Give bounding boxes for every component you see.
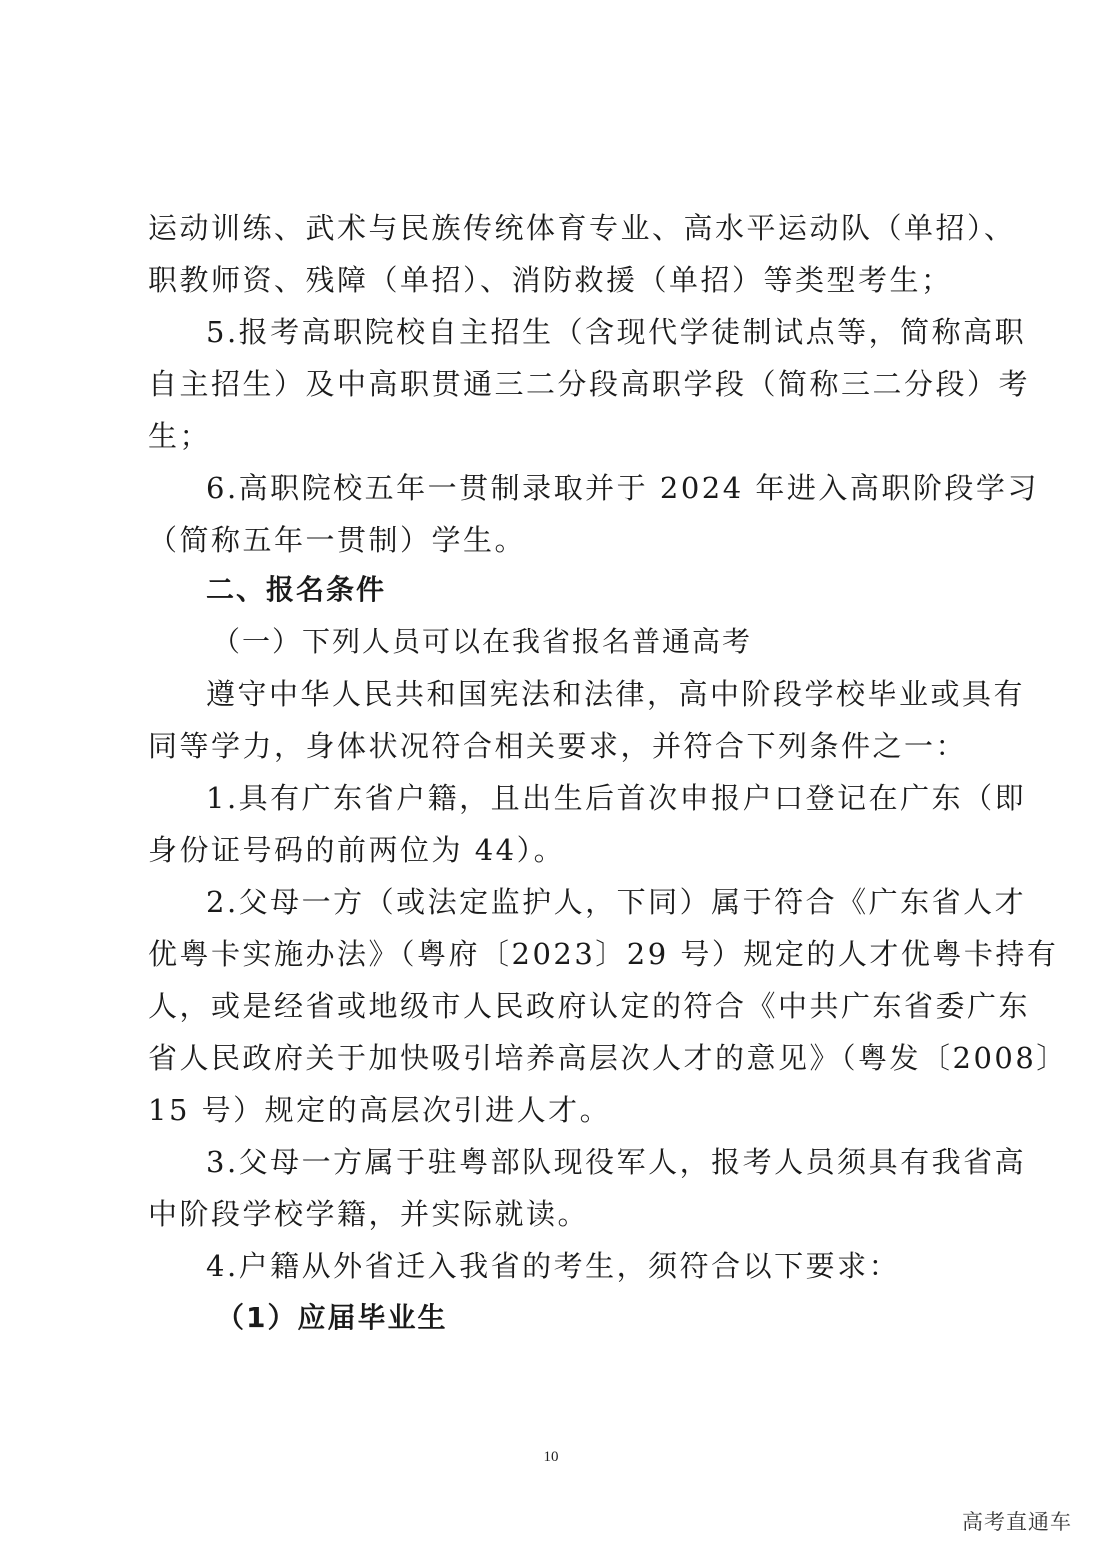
list-item-4-line: 4.户籍从外省迁入我省的考生，须符合以下要求： [206, 1249, 901, 1283]
body-text-line: 省人民政府关于加快吸引培养高层次人才的意见》（粤发〔2008〕 [148, 1041, 1068, 1075]
section-heading: 二、报名条件 [206, 573, 387, 606]
body-text-line: （简称五年一贯制）学生。 [148, 523, 527, 557]
paragraph-line: 遵守中华人民共和国宪法和法律，高中阶段学校毕业或具有 [206, 677, 1026, 711]
body-text-line: 中阶段学校学籍，并实际就读。 [148, 1197, 590, 1231]
body-text-line: 人，或是经省或地级市人民政府认定的符合《中共广东省委广东 [148, 989, 1031, 1023]
sub-item-heading: （1）应届毕业生 [216, 1301, 448, 1334]
body-text-line: 生； [148, 419, 212, 453]
page-number: 10 [543, 1449, 559, 1465]
list-item-1-line: 1.具有广东省户籍，且出生后首次申报户口登记在广东（即 [206, 781, 1027, 815]
list-item-3-line: 3.父母一方属于驻粤部队现役军人，报考人员须具有我省高 [206, 1145, 1027, 1179]
body-text-line: 身份证号码的前两位为 44）。 [148, 833, 566, 867]
body-text-line: 同等学力，身体状况符合相关要求，并符合下列条件之一： [148, 729, 968, 763]
body-text-line: 优粤卡实施办法》（粤府〔2023〕29 号）规定的人才优粤卡持有 [148, 937, 1059, 971]
subsection-heading: （一）下列人员可以在我省报名普通高考 [212, 625, 753, 658]
list-item-6-line: 6.高职院校五年一贯制录取并于 2024 年进入高职阶段学习 [206, 471, 1039, 505]
list-item-5-line: 5.报考高职院校自主招生（含现代学徒制试点等，简称高职 [206, 315, 1027, 349]
body-text-line: 15 号）规定的高层次引进人才。 [148, 1093, 612, 1127]
body-text-line: 自主招生）及中高职贯通三二分段高职学段（简称三二分段）考 [148, 367, 1031, 401]
list-item-2-line: 2.父母一方（或法定监护人，下同）属于符合《广东省人才 [206, 885, 1027, 919]
body-text-line: 运动训练、武术与民族传统体育专业、高水平运动队（单招）、 [148, 211, 1016, 245]
watermark-text: 高考直通车 [962, 1510, 1072, 1534]
body-text-line: 职教师资、残障（单招）、消防救援（单招）等类型考生； [148, 263, 953, 297]
